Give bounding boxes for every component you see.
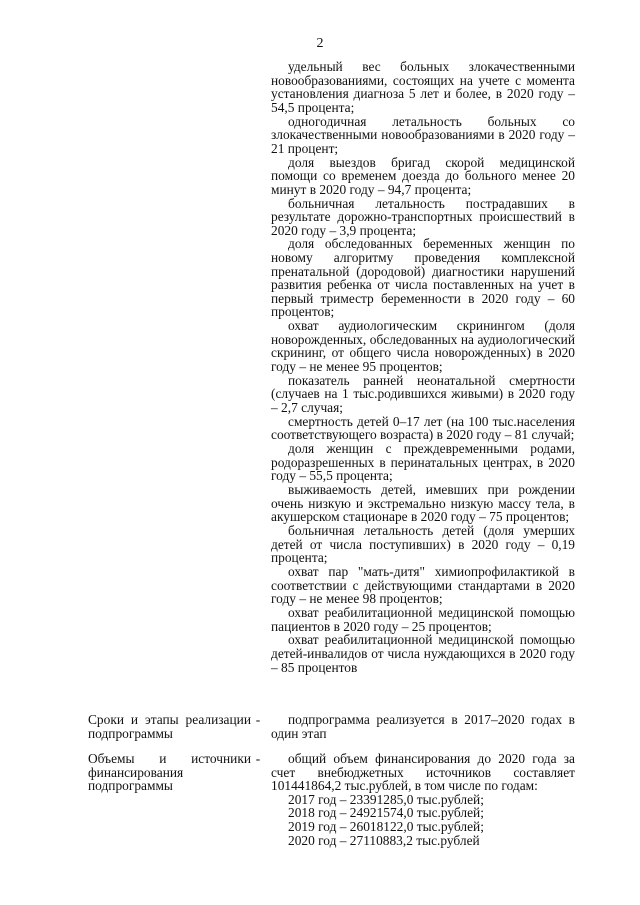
indicator-item: охват реабилитационной медицинской помощью детей-инвалидов от числа нуждающихся в 2020 году – 85 процентов	[271, 632, 575, 675]
indicator-item: удельный вес больных злокачественными новообразованиями, состоящих на учете с момента установления диагноза 5 лет и более, в 2020 году – 54,5 процента;	[271, 59, 575, 115]
page-number: 2	[316, 36, 324, 51]
financing-year-item: 2019 год – 26018122,0 тыс.рублей;	[288, 818, 484, 834]
terms-dash: -	[255, 712, 261, 727]
indicator-item: доля выездов бригад скорой медицинской помощи со временем доезда до больного менее 20 минут в 2020 году – 94,7 процента;	[271, 154, 575, 197]
terms-value-text: подпрограмма реализуется в 2017–2020 годах в один этап	[271, 712, 575, 741]
indicator-item: охват реабилитационной медицинской помощью пациентов в 2020 году – 25 процентов;	[271, 605, 575, 634]
financing-value	[271, 752, 575, 847]
indicator-item: показатель ранней неонатальной смертности (случаев на 1 тыс.родившихся живыми) в 2020 году – 2,7 случая;	[271, 372, 575, 415]
financing-dash: -	[255, 751, 261, 766]
financing-year-item: 2017 год – 23391285,0 тыс.рублей;	[288, 791, 484, 807]
financing-intro: общий объем финансирования до 2020 года за счет внебюджетных источников составляет 101441864,2 тыс.рублей, в том числе по годам:	[271, 751, 575, 794]
indicator-item: доля обследованных беременных женщин по новому алгоритму проведения комплексной пренатальной (дородовой) диагностики нарушений развития ребенка от числа поставленных на учет в первый триместр беременности в 2020 году – 60 процентов;	[271, 236, 575, 320]
indicator-item: одногодичная летальность больных со злокачественными новообразованиями в 2020 году – 21 процент;	[271, 113, 575, 156]
financing-label: Объемы и источники финансирования подпрограммы	[88, 751, 251, 794]
indicator-item: смертность детей 0–17 лет (на 100 тыс.населения соответствующего возраста) в 2020 году – 81 случай;	[271, 413, 575, 443]
indicator-item: охват аудиологическим скринингом (доля новорожденных, обследованных на аудиологический скрининг, от общего числа новорожденных) в 2020 году – не менее 95 процентов;	[271, 318, 575, 374]
terms-value	[271, 713, 575, 740]
indicator-item: больничная летальность пострадавших в результате дорожно-транспортных происшествий в 2020 году – 3,9 процента;	[271, 195, 575, 238]
financing-years-list	[271, 793, 575, 847]
indicator-item: доля женщин с преждевременными родами, родоразрешенных в перинатальных центрах, в 2020 году – 55,5 процента;	[271, 441, 575, 484]
indicator-item: выживаемость детей, имевших при рождении очень низкую и экстремально низкую массу тела, в акушерском стационаре в 2020 году – 75 процентов;	[271, 482, 575, 525]
financing-year-item: 2020 год – 27110883,2 тыс.рублей	[288, 832, 480, 848]
indicators-list	[271, 60, 575, 674]
indicator-item: больничная летальность детей (доля умерших детей от числа поступивших) в 2020 году – 0,19 процента;	[271, 523, 575, 566]
financing-year-item: 2018 год – 24921574,0 тыс.рублей;	[288, 805, 484, 821]
terms-label: Сроки и этапы реализации подпрограммы	[88, 712, 251, 741]
indicator-item: охват пар "мать-дитя" химиопрофилактикой в соответствии с действующими стандартами в 2020 году – не менее 98 процентов;	[271, 564, 575, 607]
